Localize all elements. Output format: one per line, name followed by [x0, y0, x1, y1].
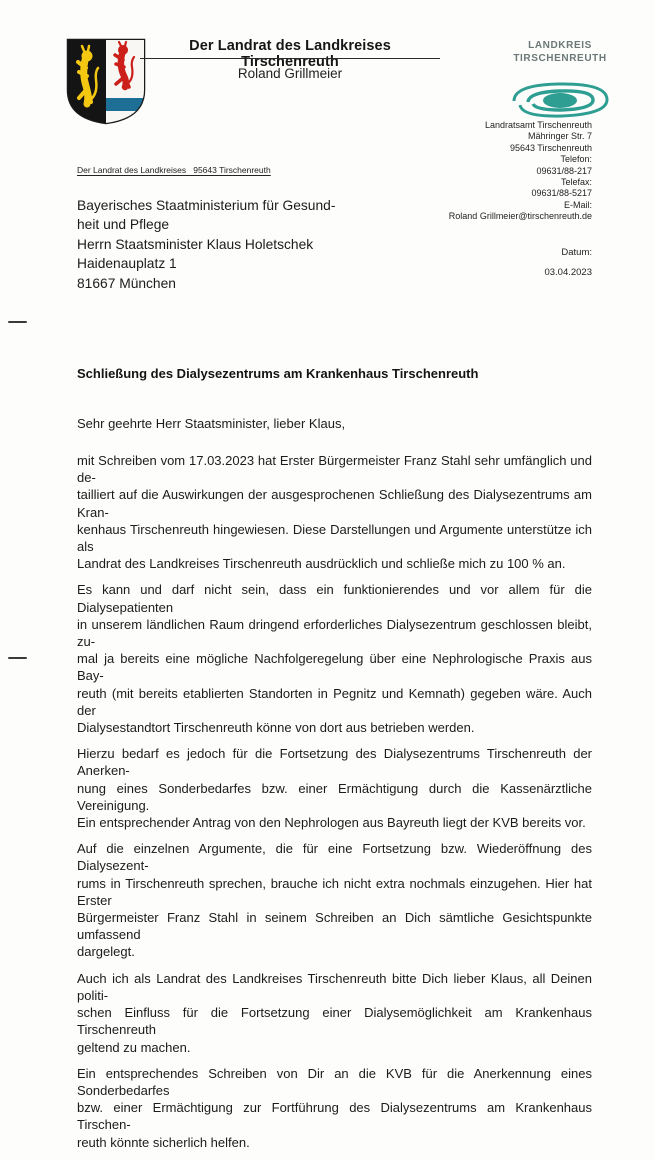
text-line: E-Mail:: [563, 199, 592, 210]
text-line: Dialysestandtort Tirschenreuth könne von dort aus betrieben werden.: [77, 720, 475, 736]
paragraph-5: [77, 970, 592, 1056]
text-line: Telefon:: [560, 154, 592, 165]
letterhead-title: Der Landrat des Landkreises Tirschenreuth: [189, 38, 391, 70]
text-line: 09631/88-217: [536, 165, 592, 176]
fold-mark-top: [8, 321, 27, 323]
text-line: Landratsamt Tirschenreuth: [484, 120, 592, 130]
date-value: 03.04.2023: [544, 267, 592, 278]
text-line: heit und Pflege: [77, 217, 170, 233]
subject-line: Schließung des Dialysezentrums am Krankenhaus Tirschenreuth: [77, 366, 479, 381]
text-line: Hierzu bedarf es jedoch für die Fortsetzung des Dialysezentrums Tirschenreuth der Anerken-: [77, 746, 592, 779]
paragraph-1: [77, 452, 592, 572]
ripple-swirl-icon: [500, 71, 620, 125]
paragraph-3: [77, 745, 592, 831]
text-line: mit Schreiben vom 17.03.2023 hat Erster Bürgermeister Franz Stahl sehr umfänglich und de-: [77, 453, 592, 486]
text-line: tailliert auf die Auswirkungen der ausgesprochenen Schließung des Dialysezentrums am Kran-: [77, 487, 592, 520]
text-line: reuth könnte sicherlich helfen.: [77, 1134, 250, 1150]
recipient-address: [77, 196, 335, 293]
text-line: Roland Grillmeier@tirschenreuth.de: [448, 211, 592, 222]
text-line: 09631/88-5217: [531, 188, 592, 199]
text-line: 81667 München: [77, 275, 176, 291]
date-block: [472, 247, 592, 278]
text-line: Es kann und darf nicht sein, dass ein funktionierendes und vor allem für die Dialysepatienten: [77, 582, 592, 615]
text-line: 95643 Tirschenreuth: [509, 142, 592, 153]
text-line: Auf die einzelnen Argumente, die für eine Fortsetzung bzw. Wiederöffnung des Dialysezent-: [77, 841, 592, 874]
text-line: schen Einfluss für die Fortsetzung einer Dialysemöglichkeit am Krankenhaus Tirschenreuth: [77, 1005, 592, 1038]
logo-text-line1: LANDKREIS: [528, 40, 592, 51]
logo-text-line2: TIRSCHENREUTH: [513, 52, 607, 64]
letterhead-author: Roland Grillmeier: [237, 66, 343, 81]
text-line: rums in Tirschenreuth sprechen, brauche ich nicht extra nochmals einzugehen. Hier hat Erster: [77, 875, 592, 908]
salutation: Sehr geehrte Herr Staatsminister, lieber Klaus,: [77, 416, 346, 431]
text-line: dargelegt.: [77, 944, 135, 960]
text-line: Landrat des Landkreises Tirschenreuth ausdrücklich und schließe mich zu 100 % an.: [77, 556, 566, 572]
paragraph-4: [77, 840, 592, 960]
paragraph-6: [77, 1065, 592, 1151]
coat-of-arms-icon: [60, 34, 152, 126]
title-divider: [140, 58, 440, 59]
text-line: Telefax:: [560, 177, 592, 188]
text-line: kenhaus Tirschenreuth hingewiesen. Diese Darstellungen und Argumente unterstütze ich als: [77, 521, 592, 555]
text-line: nung eines Sonderbedarfes bzw. einer Ermächtigung durch die Kassenärztliche Vereinigung.: [77, 780, 592, 813]
text-line: geltend zu machen.: [77, 1039, 191, 1055]
paragraph-2: [77, 581, 592, 736]
text-line: reuth (mit bereits etablierten Standorten in Pegnitz und Kemnath) gegeben wäre. Auch der: [77, 685, 592, 718]
landkreis-logo: [492, 40, 628, 130]
text-line: Haidenauplatz 1: [77, 256, 177, 272]
text-line: Ein entsprechendes Schreiben von Dir an die KVB für die Anerkennung eines Sonderbedarfes: [77, 1065, 592, 1098]
text-line: Auch ich als Landrat des Landkreises Tirschenreuth bitte Dich lieber Klaus, all Deinen politi-: [77, 970, 592, 1003]
date-label: Datum:: [561, 247, 592, 258]
fold-mark-bottom: [8, 657, 27, 659]
text-line: in unserem ländlichen Raum dringend erforderliches Dialysezentrum geschlossen bleibt, zu-: [77, 616, 592, 650]
text-line: bzw. einer Ermächtigung zur Fortführung des Dialysezentrums am Krankenhaus Tirschen-: [77, 1100, 592, 1133]
text-line: mal ja bereits eine mögliche Nachfolgeregelung über eine Nephrologische Praxis aus Bay-: [77, 651, 592, 684]
text-line: Mähringer Str. 7: [527, 131, 592, 142]
text-line: Bayerisches Staatministerium für Gesund-: [77, 198, 336, 213]
text-line: Herrn Staatsminister Klaus Holetschek: [77, 236, 314, 252]
return-address-line: Der Landrat des Landkreises 95643 Tirschenreuth: [77, 165, 271, 175]
letter-body: [77, 452, 592, 1160]
contact-block: [372, 120, 592, 223]
text-line: Ein entsprechender Antrag von den Nephrologen aus Bayreuth liegt der KVB bereits vor.: [77, 815, 586, 831]
text-line: Bürgermeister Franz Stahl in seinem Schreiben an Dich sämtliche Gesichtspunkte umfassend: [77, 910, 592, 943]
